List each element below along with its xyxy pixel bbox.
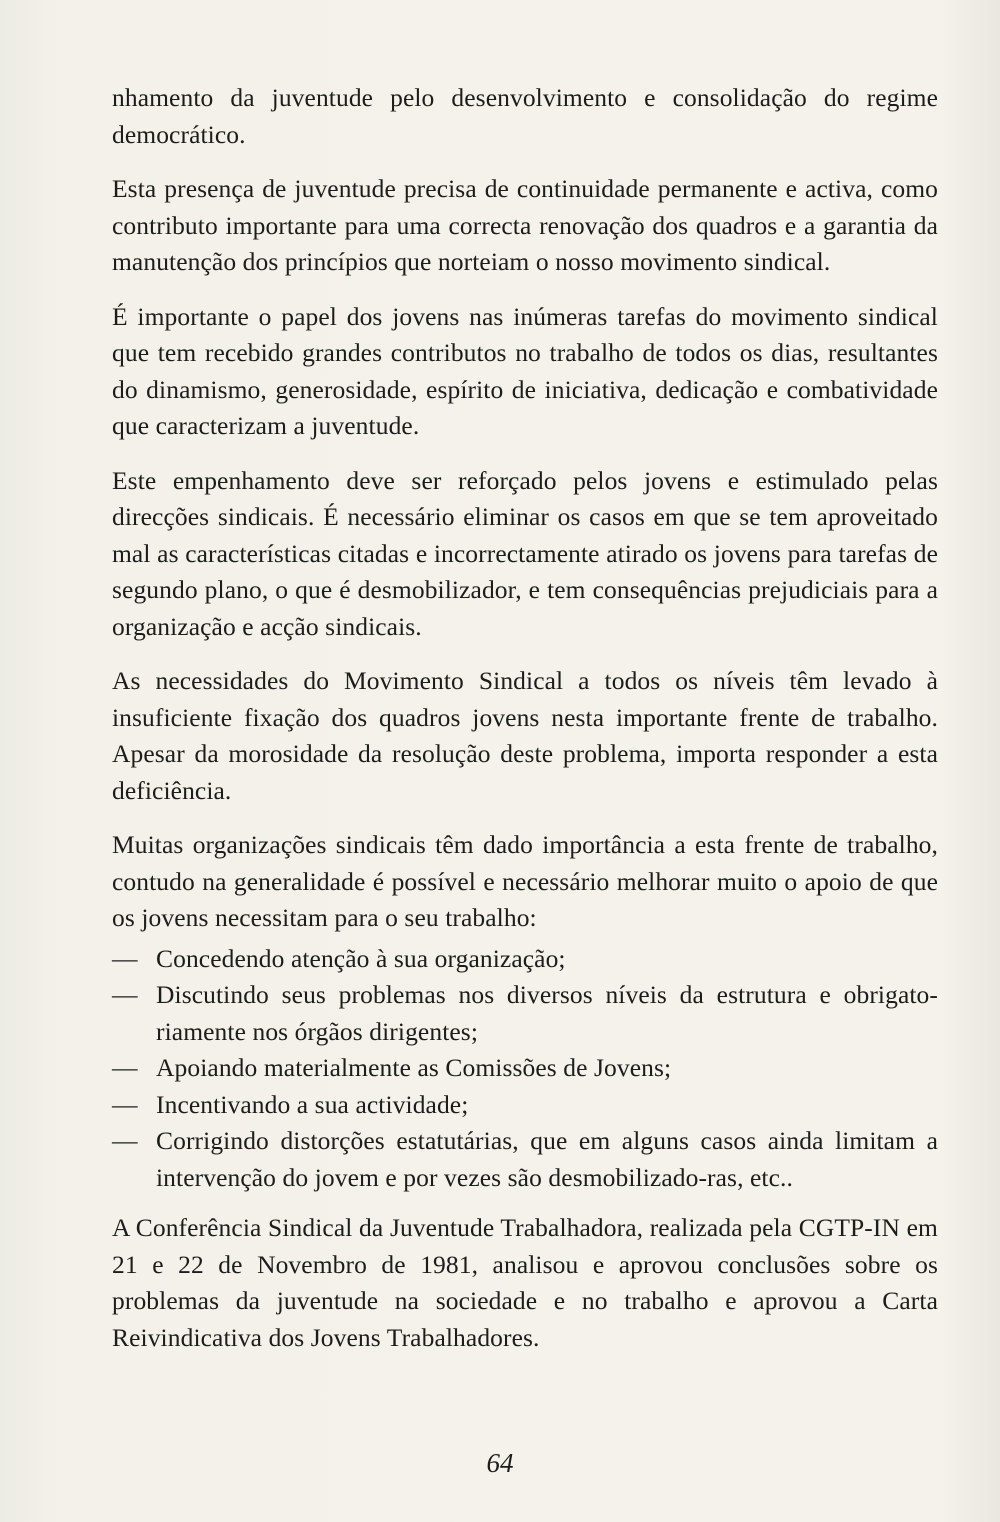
paragraph-3: É importante o papel dos jovens nas inúmeras tarefas do movimento sindical que tem recebido grandes contributos no trabalho de todos os dias, resultantes do dinamismo, generosidade, espírito de iniciativa, dedicação e combatividade que caracterizam a juventude. bbox=[112, 301, 938, 440]
list-dash: — bbox=[112, 943, 138, 973]
list-item-text: Discutindo seus problemas nos diversos níveis da estrutura e obrigato-riamente nos órgãos dirigentes; bbox=[156, 980, 938, 1046]
paragraph-4: Este empenhamento deve ser reforçado pelos jovens e estimulado pelas direcções sindicais. É necessário eliminar os casos em que se tem aproveitado mal as características citadas e incorrectamente atirado os jovens para tarefas de segundo plano, o que é desmobilizador, e tem consequências prejudiciais para a organização e acção sindicais. bbox=[112, 465, 938, 641]
list-item bbox=[112, 1123, 938, 1196]
list-item bbox=[112, 1050, 938, 1087]
page-number: 64 bbox=[486, 1448, 514, 1478]
support-list bbox=[112, 941, 938, 1197]
list-dash: — bbox=[112, 1053, 138, 1082]
paragraph-2: Esta presença de juventude precisa de continuidade permanente e activa, como contributo importante para uma correcta renovação dos quadros e a garantia da manutenção dos princípios que norteiam o nosso movimento sindical. bbox=[112, 174, 938, 276]
list-item-text: Apoiando materialmente as Comissões de Jovens; bbox=[156, 1053, 672, 1082]
list-item bbox=[112, 1087, 938, 1124]
paragraph-1: nhamento da juventude pelo desenvolvimento e consolidação do regime democrático. bbox=[112, 83, 938, 149]
body-text bbox=[112, 80, 938, 1374]
list-dash: — bbox=[112, 1089, 138, 1119]
list-item bbox=[112, 941, 938, 978]
paragraph-6: Muitas organizações sindicais têm dado importância a esta frente de trabalho, contudo na generalidade é possível e necessário melhorar muito o apoio de que os jovens necessitam para o seu trabalho: bbox=[112, 830, 938, 932]
paragraph-5: As necessidades do Movimento Sindical a todos os níveis têm levado à insuficiente fixação dos quadros jovens nesta importante frente de trabalho. Apesar da morosidade da resolução deste problema, importa responder a esta deficiência. bbox=[112, 666, 938, 805]
list-dash: — bbox=[112, 980, 138, 1009]
list-item-text: Concedendo atenção à sua organização; bbox=[156, 943, 566, 973]
list-dash: — bbox=[112, 1126, 138, 1155]
list-item-text: Corrigindo distorções estatutárias, que em alguns casos ainda limitam a intervenção do jovem e por vezes são desmobilizado-ras, etc.. bbox=[156, 1126, 938, 1192]
paragraph-7: A Conferência Sindical da Juventude Trabalhadora, realizada pela CGTP-IN em 21 e 22 de Novembro de 1981, analisou e aprovou conclusões sobre os problemas da juventude na sociedade e no trabalho e aprovou a Carta Reivindicativa dos Jovens Trabalhadores. bbox=[112, 1213, 938, 1352]
list-item-text: Incentivando a sua actividade; bbox=[156, 1089, 469, 1119]
list-item bbox=[112, 977, 938, 1050]
